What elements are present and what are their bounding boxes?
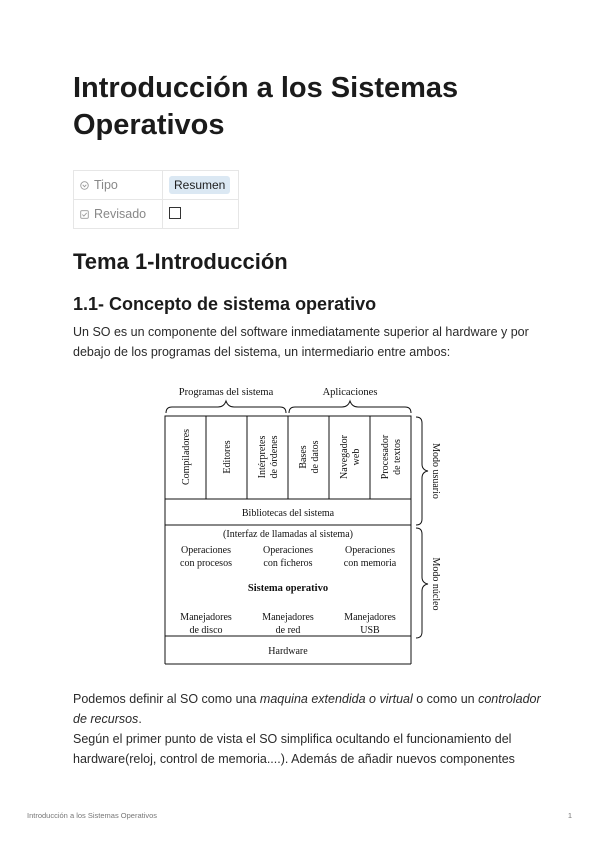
property-key	[74, 171, 163, 200]
property-row-tipo	[74, 171, 239, 200]
intro-paragraph: Un SO es un componente del software inmediatamente superior al hardware y por debajo de los programas del sistema, un intermediario entre ambos:	[73, 325, 529, 359]
user-mode-label: Modo usuario	[430, 443, 441, 499]
property-key-label: Revisado	[94, 207, 147, 221]
select-icon	[80, 181, 89, 190]
ops-files-line1: Operaciones	[263, 545, 313, 556]
column-wordproc-line1: Procesador	[380, 434, 391, 480]
text-run: o como un	[412, 692, 479, 706]
property-value[interactable]	[163, 171, 239, 200]
ops-processes-line2: con procesos	[180, 558, 232, 569]
ops-memory-line1: Operaciones	[345, 545, 395, 556]
driver-net-line1: Manejadores	[262, 612, 314, 623]
text-run: Podemos definir al SO como una	[73, 692, 260, 706]
ops-processes-line1: Operaciones	[181, 545, 231, 556]
properties-table	[73, 170, 239, 229]
property-value[interactable]	[163, 200, 239, 229]
column-editors: Editores	[222, 440, 233, 474]
group-label-programs: Programas del sistema	[178, 387, 274, 398]
syscall-interface-label: (Interfaz de llamadas al sistema)	[223, 529, 353, 540]
brace-user-mode	[416, 417, 428, 525]
column-databases-line1: Bases	[298, 445, 309, 469]
column-browser-line2: web	[351, 448, 362, 466]
text-run: .	[138, 712, 142, 726]
property-row-revisado	[74, 200, 239, 229]
page-title: Introducción a los Sistemas Operativos	[73, 72, 459, 141]
group-label-apps: Aplicaciones	[322, 387, 378, 398]
section-heading: Tema 1-Introducción	[73, 249, 288, 274]
driver-disk-line1: Manejadores	[180, 612, 232, 623]
driver-usb-line1: Manejadores	[344, 612, 396, 623]
os-label: Sistema operativo	[247, 583, 329, 594]
hardware-label: Hardware	[268, 646, 308, 657]
column-compilers: Compiladores	[181, 428, 192, 486]
brace-programs	[166, 401, 286, 413]
text-run: Según el primer punto de vista el SO simplifica ocultando el funcionamiento del hardware(reloj, control de memoria....). Además de añadir nuevos componentes	[73, 732, 515, 766]
os-layers-diagram	[162, 375, 444, 667]
property-key-label: Tipo	[94, 178, 118, 192]
property-key	[74, 200, 163, 229]
brace-apps	[289, 401, 411, 413]
tag-badge[interactable]: Resumen	[169, 176, 230, 194]
column-interpreters-line1: Intérpretes	[257, 435, 268, 479]
column-interpreters-line2: de órdenes	[269, 435, 280, 479]
column-wordproc-line2: de textos	[392, 439, 403, 475]
brace-kernel-mode	[416, 528, 428, 638]
driver-usb-line2: USB	[360, 625, 380, 636]
ops-files-line2: con ficheros	[263, 558, 313, 569]
ops-memory-line2: con memoria	[343, 558, 397, 569]
driver-net-line2: de red	[275, 625, 301, 636]
italic-term: maquina extendida o virtual	[259, 692, 413, 706]
footer-title: Introducción a los Sistemas Operativos	[27, 811, 158, 820]
column-browser-line1: Navegador	[339, 435, 350, 479]
libraries-label: Bibliotecas del sistema	[241, 508, 335, 519]
footer-page-number: 1	[567, 811, 572, 820]
subsection-heading: 1.1- Concepto de sistema operativo	[73, 294, 377, 314]
column-databases-line2: de datos	[310, 440, 321, 474]
italic-term: controlador de recursos	[73, 692, 541, 726]
reviewed-checkbox[interactable]	[169, 207, 181, 219]
driver-disk-line2: de disco	[189, 625, 223, 636]
kernel-mode-label: Modo núcleo	[430, 557, 441, 611]
definition-paragraph	[73, 689, 543, 769]
checkbox-property-icon	[80, 210, 89, 219]
